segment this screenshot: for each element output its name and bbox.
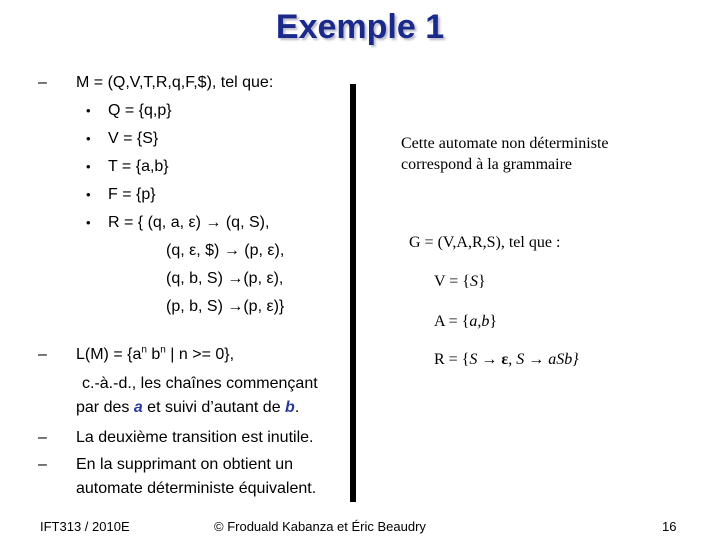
- bullet-marker: •: [86, 131, 91, 146]
- dash-marker: –: [38, 74, 47, 91]
- transition-line: (q, ε, $) → (p, ε),: [166, 242, 285, 259]
- grammar-variables: V = {S}: [434, 273, 486, 290]
- dash-marker: –: [38, 456, 47, 473]
- bullet-marker: •: [86, 103, 91, 118]
- language-explanation-2: par des a et suivi d’autant de b.: [76, 399, 300, 416]
- dash-marker: –: [38, 429, 47, 446]
- bullet-marker: •: [86, 215, 91, 230]
- transition-line: (q, b, S) →(p, ε),: [166, 270, 284, 287]
- grammar-intro: Cette automate non déterministe: [401, 135, 609, 152]
- stack-alphabet: V = {S}: [108, 130, 159, 147]
- input-alphabet: T = {a,b}: [108, 158, 169, 175]
- language-definition: $L(M) = \{a^n$ $b^n$ | n >= 0},: [76, 344, 235, 363]
- slide-title: Exemple 1: [275, 8, 445, 46]
- redundant-transition-note: La deuxième transition est inutile.: [76, 429, 314, 446]
- grammar-definition: G = (V,A,R,S), tel que :: [409, 234, 561, 251]
- final-states: F = {p}: [108, 186, 156, 203]
- deterministic-note: En la supprimant on obtient un: [76, 456, 294, 473]
- footer-page-number: 16: [662, 519, 677, 534]
- deterministic-note-2: automate déterministe équivalent.: [76, 480, 317, 497]
- grammar-intro-2: correspond à la grammaire: [401, 156, 573, 173]
- dash-marker: –: [38, 346, 47, 363]
- footer-course: IFT313 / 2010E: [40, 519, 130, 534]
- transition-line: (p, b, S) →(p, ε)}: [166, 298, 285, 315]
- grammar-rules: R = {S → ε, S → aSb}: [434, 351, 579, 368]
- grammar-terminals: A = {a,b}: [434, 313, 498, 330]
- footer-authors: © Froduald Kabanza et Éric Beaudry: [214, 519, 426, 534]
- automaton-definition: M = (Q,V,T,R,q,F,$), tel que:: [76, 74, 274, 91]
- bullet-marker: •: [86, 187, 91, 202]
- transitions-first: R = { (q, a, ε) → (q, S),: [108, 214, 270, 231]
- language-explanation: c.-à.-d., les chaînes commençant: [82, 375, 318, 392]
- bullet-marker: •: [86, 159, 91, 174]
- vertical-divider: [350, 84, 356, 502]
- states-set: Q = {q,p}: [108, 102, 172, 119]
